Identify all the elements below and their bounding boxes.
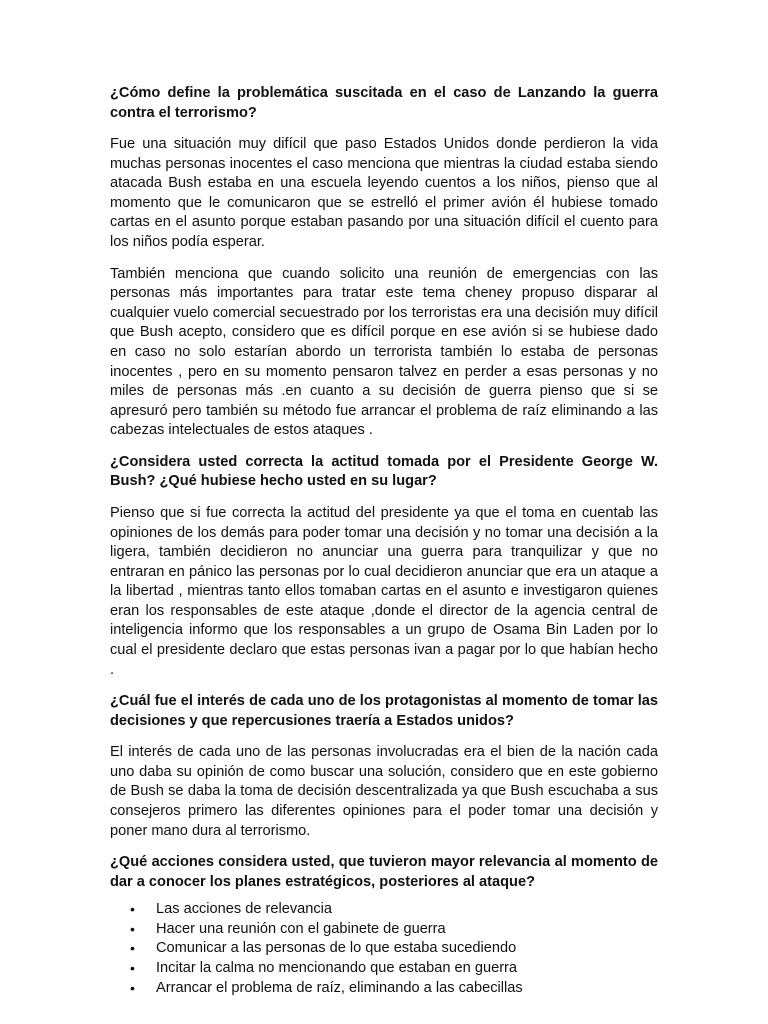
bullet-icon: • <box>130 920 135 937</box>
list-item-text: Las acciones de relevancia <box>156 901 333 918</box>
list-item-text: Arrancar el problema de raíz, eliminando a las cabecillas <box>156 979 523 996</box>
list-item <box>110 939 658 959</box>
list-item <box>110 900 658 920</box>
answer-3-paragraph-1: El interés de cada uno de las personas involucradas era el bien de la nación cada uno daba su opinión de como buscar una solución, considero que en este gobierno de Bush se daba la toma de decisión descentralizada ya que Bush escuchaba a sus consejeros primero las diferentes opiniones para el poder tomar una decisión y poner mano dura al terrorismo. <box>110 744 658 839</box>
list-item <box>110 979 658 999</box>
bullet-icon: • <box>130 960 135 976</box>
list-item <box>110 920 658 940</box>
bullet-icon: • <box>130 979 135 996</box>
document-page <box>110 84 658 998</box>
list-item-text: Comunicar a las personas de lo que estaba sucediendo <box>156 940 517 957</box>
list-item-text: Hacer una reunión con el gabinete de guerra <box>156 920 446 937</box>
bullet-icon: • <box>130 901 135 918</box>
answer-1-paragraph-2: También menciona que cuando solicito una reunión de emergencias con las personas más importantes para tratar este tema cheney propuso disparar al cualquier vuelo comercial secuestrado por los terroristas era una decisión muy difícil que Bush acepto, considero que es difícil porque en ese avión si se hubiese dado en caso no solo estarían abordo un terrorista también lo estaba de personas inocentes , pero en su momento pensaron talvez en perder a esas personas y no miles de personas más .en cuanto a su decisión de guerra pienso que si se apresuró pero también su método fue arrancar el problema de raíz eliminando a las cabezas intelectuales de estos ataques . <box>110 265 658 439</box>
question-3: ¿Cuál fue el interés de cada uno de los protagonistas al momento de tomar las decisiones y que repercusiones traería a Estados unidos? <box>110 693 658 729</box>
list-item <box>110 959 658 979</box>
question-4: ¿Qué acciones considera usted, que tuvieron mayor relevancia al momento de dar a conocer los planes estratégicos, posteriores al ataque? <box>110 854 658 890</box>
list-item-text: Incitar la calma no mencionando que estaban en guerra <box>156 960 518 976</box>
question-1: ¿Cómo define la problemática suscitada en el caso de Lanzando la guerra contra el terrorismo? <box>110 85 658 121</box>
question-2: ¿Considera usted correcta la actitud tomada por el Presidente George W. Bush? ¿Qué hubiese hecho usted en su lugar? <box>110 453 658 490</box>
actions-bullet-list <box>110 900 658 998</box>
answer-1-paragraph-1: Fue una situación muy difícil que paso Estados Unidos donde perdieron la vida muchas personas inocentes el caso menciona que mientras la ciudad estaba siendo atacada Bush estaba en una escuela leyendo cuentos a los niños, pienso que al momento que le comunicaron que se estrelló el primer avión él hubiese tomado cartas en el asunto porque estaban pasando por una situación difícil el cuento para los niños podía esperar. <box>110 136 658 250</box>
bullet-icon: • <box>130 940 135 957</box>
answer-2-paragraph-1: Pienso que si fue correcta la actitud del presidente ya que el toma en cuentab las opiniones de los demás para poder tomar una decisión y no tomar una decisión a la ligera, también decidieron no anunciar una guerra para tranquilizar y que no entraran en pánico las personas por lo cual decidieron anunciar que era un ataque a la libertad , mientras tanto ellos tomaban cartas en el asunto e investigaron quienes eran los responsables de este ataque ,donde el director de la agencia central de inteligencia informo que los responsables a un grupo de Osama Bin Laden por lo cual el presidente declaro que estas personas ivan a pagar por lo que habían hecho . <box>110 504 658 678</box>
